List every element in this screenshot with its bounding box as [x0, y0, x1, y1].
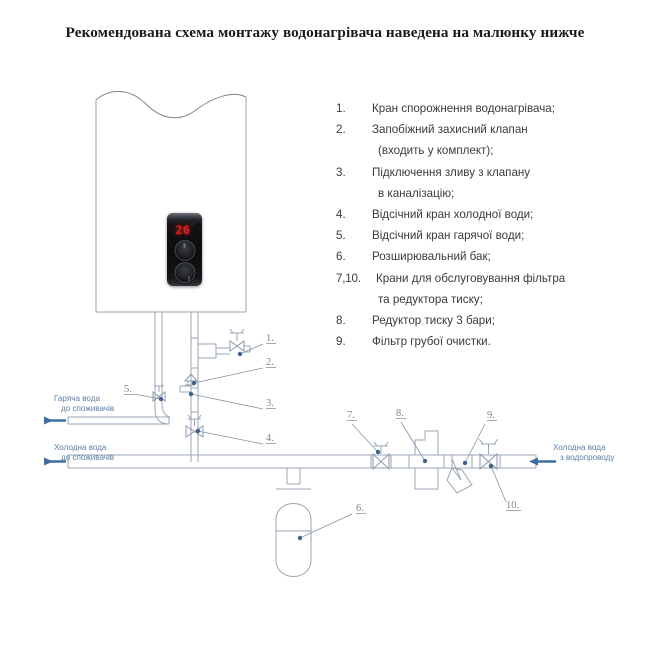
temperature-value: 26: [175, 222, 191, 237]
coarse-filter-9: [447, 455, 472, 493]
legend-item-label: Редуктор тиску 3 бари;: [372, 314, 495, 328]
legend-item: [336, 98, 636, 119]
legend-item: [336, 140, 636, 161]
legend-item-label: в каналізацію;: [378, 186, 455, 200]
callout-label: 6.: [356, 503, 364, 514]
legend-item-label: Відсічний кран гарячої води;: [372, 229, 525, 243]
legend-list: [336, 98, 636, 352]
legend-item-label: Фільтр грубої очистки.: [372, 335, 491, 349]
legend-item-label: Крани для обслуговування фільтра: [376, 271, 566, 285]
legend-item: [336, 162, 636, 183]
cold-water-out-label-line2: до споживачів: [61, 453, 115, 463]
legend-item: [336, 183, 636, 204]
callout-label: 8.: [396, 408, 404, 419]
legend-item: [336, 289, 636, 310]
expansion-tank-6: [276, 489, 311, 577]
legend-item-label: Відсічний кран холодної води;: [372, 208, 534, 222]
legend-item-label: Запобіжний захисний клапан: [372, 123, 528, 137]
legend-item-label: та редуктора тиску;: [378, 292, 483, 306]
hot-water-outlet-pipe: [155, 312, 170, 424]
legend-item-number: 2.: [336, 123, 346, 137]
degree-symbol: °: [190, 223, 194, 229]
callout-label: 4.: [266, 433, 274, 444]
callout-label: 2.: [266, 357, 274, 368]
legend-item-label: Підключення зливу з клапану: [372, 165, 531, 179]
callout-number-labels: [124, 333, 521, 514]
legend-item-number: 6.: [336, 250, 346, 264]
expansion-tank-tee: [287, 468, 300, 484]
legend-item-number: 9.: [336, 335, 346, 349]
callout-label: 7.: [347, 410, 355, 421]
callout-label: 10.: [506, 500, 520, 511]
legend-item-number: 7,10.: [336, 271, 361, 285]
callout-4: [266, 433, 276, 444]
callout-10: [506, 500, 521, 511]
callout-leaders: [134, 344, 506, 538]
control-panel[interactable]: [167, 213, 202, 286]
drain-3-to-sewer: [180, 386, 191, 392]
legend-item-number: 3.: [336, 165, 346, 179]
callout-3: [266, 398, 276, 409]
callout-2: [266, 357, 276, 368]
legend-item: [336, 268, 636, 289]
cold-water-out-flow-label: [54, 443, 114, 464]
valve-1-drain-tap: [198, 329, 250, 358]
legend-item-number: 5.: [336, 229, 346, 243]
mode-knob[interactable]: [174, 262, 195, 283]
cold-water-in-label-line2: з водопроводу: [560, 453, 615, 463]
hot-water-consumer-pipe: [68, 417, 169, 424]
callout-label: 1.: [266, 333, 274, 344]
callout-8: [396, 408, 406, 419]
legend-item: [336, 331, 636, 352]
callout-5: [124, 384, 134, 395]
valve-4-cold-shutoff: [186, 415, 203, 437]
legend-item: [336, 119, 636, 140]
legend-item-label: Розширювальний бак;: [372, 250, 491, 264]
panel-top-bezel: [167, 213, 202, 220]
hot-water-label-line2: до споживачів: [61, 404, 115, 414]
legend-item: [336, 225, 636, 246]
legend-item: [336, 310, 636, 331]
callout-label: 3.: [266, 398, 274, 409]
legend-item-label: Кран спорожнення водонагрівача;: [372, 102, 555, 115]
temperature-display: [167, 222, 202, 237]
temperature-knob[interactable]: [174, 240, 195, 261]
legend-item-number: 8.: [336, 314, 346, 328]
legend-item: [336, 204, 636, 225]
callout-7: [347, 410, 357, 421]
cold-water-out-label-line1: Холодна вода: [54, 443, 107, 452]
legend-item-number: 4.: [336, 208, 346, 222]
callout-1: [266, 333, 276, 344]
callout-label: 9.: [487, 410, 495, 421]
callout-9: [487, 410, 497, 421]
page-title: Рекомендована схема монтажу водонагрівача наведена на малюнку нижче: [65, 24, 585, 41]
legend-item-label: (входить у комплект);: [378, 144, 494, 158]
hot-water-flow-label: [54, 394, 114, 415]
legend-item: [336, 246, 636, 267]
legend-item-number: 1.: [336, 102, 346, 115]
hot-water-label-line1: Гаряча вода: [54, 394, 100, 403]
callout-6: [356, 503, 366, 514]
cold-water-in-flow-label: [553, 443, 614, 464]
cold-water-riser: [191, 312, 198, 462]
cold-water-in-label-line1: Холодна вода: [553, 443, 606, 452]
callout-label: 5.: [124, 384, 132, 395]
